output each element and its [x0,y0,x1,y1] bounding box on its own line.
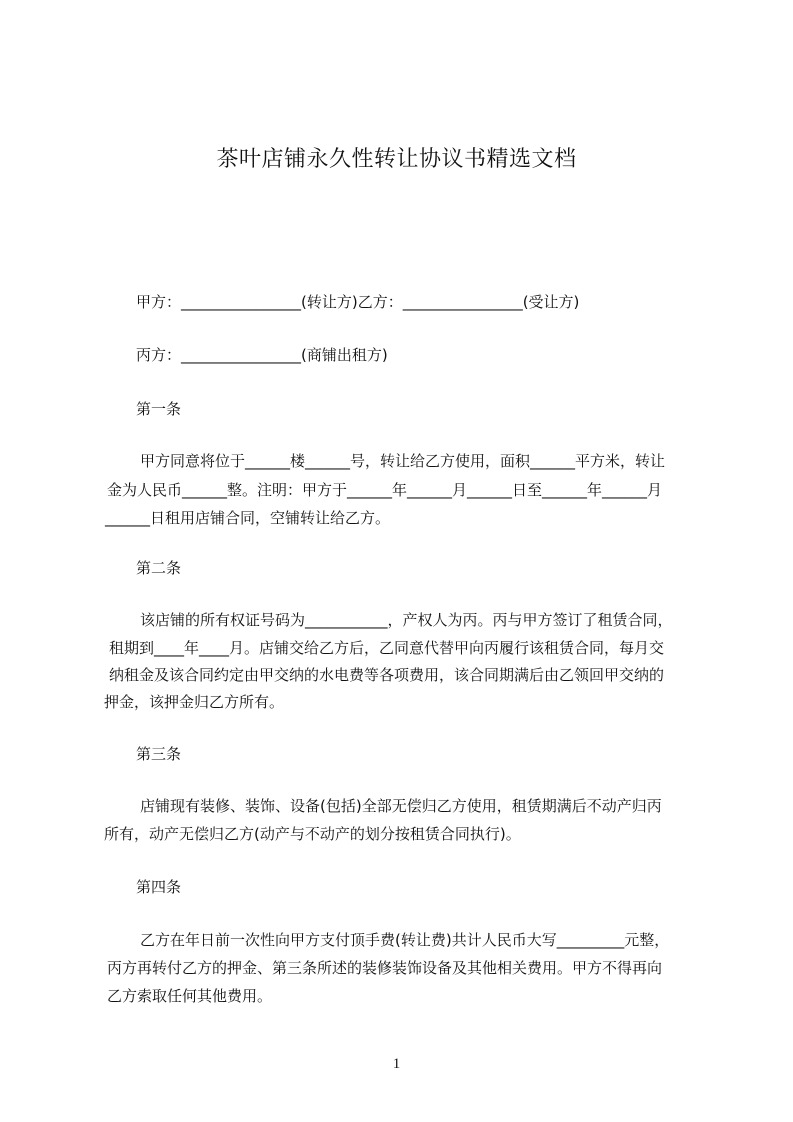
article-2-line-1: 该店铺的所有权证号码为___________，产权人为丙。丙与甲方签订了租赁合同， [140,611,673,629]
article-3-line-2: 所有，动产无偿归乙方(动产与不动产的划分按租赁合同执行)。 [104,825,521,843]
article-1-line-3: ______日租用店铺合同，空铺转让给乙方。 [105,509,391,527]
article-4-line-3: 乙方索取任何其他费用。 [107,987,273,1005]
page-number: 1 [392,1056,401,1072]
article-1-line-2: 金为人民币______整。注明：甲方于______年______月______日至______年______月 [107,481,663,499]
parties-line-2: 丙方：________________(商铺出租方) [136,346,388,364]
document-title: 茶叶店铺永久性转让协议书精选文档 [216,147,577,172]
article-4-line-1: 乙方在年日前一次性向甲方支付顶手费(转让费)共计人民币大写_________元整， [140,931,670,949]
article-2-line-2: 租期到____年____月。店铺交给乙方后，乙同意代替甲向丙履行该租赁合同，每月交 [109,639,665,657]
article-2-line-3: 纳租金及该合同约定由甲交纳的水电费等各项费用，该合同期满后由乙领回甲交纳的 [109,666,665,684]
parties-line-1: 甲方：________________(转让方)乙方：________________(受让方) [136,293,580,311]
article-2-heading: 第二条 [136,559,182,577]
article-4-line-2: 丙方再转付乙方的押金、第三条所述的装修装饰设备及其他相关费用。甲方不得再向 [107,959,663,977]
article-3-line-1: 店铺现有装修、装饰、设备(包括)全部无偿归乙方使用，租赁期满后不动产归丙 [140,797,662,815]
article-1-line-1: 甲方同意将位于______楼______号，转让给乙方使用，面积______平方米，转让 [140,452,666,470]
article-2-line-4: 押金，该押金归乙方所有。 [104,693,285,711]
article-1-heading: 第一条 [136,400,182,418]
article-3-heading: 第三条 [136,745,182,763]
article-4-heading: 第四条 [136,878,182,896]
